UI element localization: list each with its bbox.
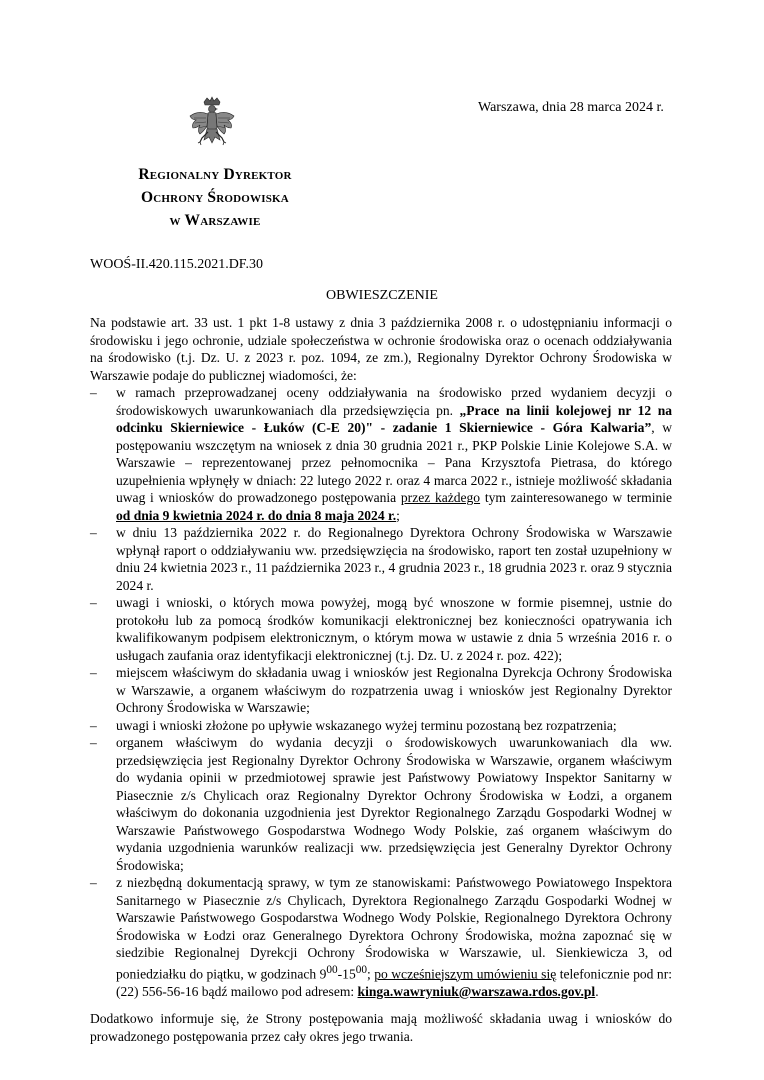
item-text: . bbox=[595, 983, 599, 999]
list-dash: – bbox=[90, 875, 97, 890]
project-name: „Prace na linii kolejowej nr 12 na odcinku Skierniewice - Łuków (C-E 20)" - zadanie 1 Skierniewice - Góra Kalwaria” bbox=[116, 402, 672, 435]
item-text: uwagi i wnioski złożone po upływie wskazanego wyżej terminu pozostaną bez rozpatrzenia; bbox=[116, 717, 617, 733]
list-dash: – bbox=[90, 717, 97, 733]
contact-email-link[interactable]: kinga.wawryniuk@warszawa.rdos.gov.pl bbox=[357, 983, 596, 999]
item-text: uwagi i wnioski, o których mowa powyżej, mogą być wnoszone w formie pisemnej, ustnie do protokołu lub za pomocą środków komunikacji elektronicznej bez konieczności opatrywania ich kwalifikowanym podpisem elektronicznym, o którym mowa w ustawie z dnia 5 września 2016 r. o usługach zaufania oraz identyfikacji elektronicznej (t.j. Dz. U. z 2024 r. poz. 422); bbox=[116, 595, 672, 663]
item-text: tym zainteresowanego w terminie bbox=[480, 490, 673, 505]
list-dash: – bbox=[90, 595, 97, 610]
list-dash: – bbox=[90, 385, 97, 400]
comment-period: od dnia 9 kwietnia 2024 r. do dnia 8 maja 2024 r. bbox=[116, 507, 397, 523]
authority-line-3: w Warszawie bbox=[169, 212, 261, 229]
authority-line-1: Regionalny Dyrektor bbox=[138, 166, 292, 183]
item-text: telefonicznie pod nr: (22) 556-56-16 bądź mailowo pod adresem: bbox=[116, 966, 672, 999]
list-item bbox=[90, 384, 672, 524]
case-reference-number: WOOŚ-II.420.115.2021.DF.30 bbox=[90, 257, 263, 272]
list-item bbox=[90, 594, 672, 664]
item-text: miejscem właściwym do składania uwag i wniosków jest Regionalna Dyrekcja Ochrony Środowiska w Warszawie, a organem właściwym do rozpatrzenia uwag i wniosków jest Regionalny Dyrektor Ochrony Środowiska w Warszawie; bbox=[116, 665, 672, 715]
authority-line-2: Ochrony Środowiska bbox=[141, 189, 289, 206]
everyone-emphasis: przez każdego bbox=[400, 490, 481, 505]
item-text: z niezbędną dokumentacją sprawy, w tym ze stanowiskami: Państwowego Powiatowego Inspektora Sanitarnego w Piasecznie z/s Chylicach, Dyrektora Regionalnego Zarządu Gospodarki Wodnej w Warszawie Państwowego Gospodarstwa Wodnego Wody Polskie, Regionalnego Dyrektora Ochrony Środowiska w Łodzi oraz Generalnego Dyrektora Ochrony Środowiska, można zapoznać się w siedzibie Regionalnej Dyrekcji Ochrony Środowiska w Warszawie, ul. Sienkiewicza 3, od poniedziałku do piątku, w godzinach 9 bbox=[116, 875, 672, 982]
item-text: organem właściwym do wydania decyzji o środowiskowych uwarunkowaniach dla ww. przedsięwzięcia jest Regionalny Dyrektor Ochrony Środowiska w Warszawie, organem właściwym do wydania opinii w przedmiotowej sprawie jest Państwowy Powiatowy Inspektor Sanitarny w Piasecznie z/s Chylicach oraz Regionalny Dyrektor Ochrony Środowiska w Łodzi, a organem właściwym do dokonania uzgodnienia jest Dyrektor Regionalnego Zarządu Gospodarki Wodnej w Warszawie Państwowego Gospodarstwa Wodnego Wody Polskie, zaś organem właściwym do wydania uzgodnienia warunków realizacji ww. przedsięwzięcia jest Generalny Dyrektor Ochrony Środowiska; bbox=[116, 735, 672, 873]
intro-paragraph: Na podstawie art. 33 ust. 1 pkt 1-8 ustawy z dnia 3 października 2008 r. o udostępnianiu informacji o środowisku i jego ochronie, udziale społeczeństwa w ochronie środowiska oraz o ocenach oddziaływania na środowisko (t.j. Dz. U. z 2023 r. poz. 1094, ze zm.), Regionalny Dyrektor Ochrony Środowiska w Warszawie podaje do publicznej wiadomości, że: bbox=[90, 315, 672, 383]
list-dash: – bbox=[90, 735, 97, 750]
polish-eagle-emblem-icon bbox=[186, 96, 238, 152]
list-dash: – bbox=[90, 665, 97, 680]
item-text: ; bbox=[396, 507, 400, 523]
item-text: ; bbox=[367, 966, 375, 982]
announcement-list bbox=[90, 384, 672, 1000]
closing-paragraph: Dodatkowo informuje się, że Strony postępowania mają możliwość składania uwag i wniosków do prowadzonego postępowania przez cały okres jego trwania. bbox=[90, 1011, 672, 1044]
list-item bbox=[90, 664, 672, 717]
item-text: , w postępowaniu wszczętym na wniosek z dnia 30 grudnia 2021 r., PKP Polskie Linie Kolejowe S.A. w Warszawie – reprezentowanej przez pełnomocnika – Pana Krzysztofa Pietrasa, do którego uzupełnienia wpłynęły w dniach: 22 lutego 2022 r. oraz 4 marca 2022 r., istnieje możliwość składania uwag i wniosków do prowadzonego postępowania bbox=[116, 420, 673, 505]
document-date: Warszawa, dnia 28 marca 2024 r. bbox=[478, 100, 664, 115]
appointment-emphasis: po wcześniejszym umówieniu się bbox=[374, 966, 557, 982]
list-item bbox=[90, 734, 672, 874]
list-item bbox=[90, 717, 672, 735]
list-item bbox=[90, 874, 672, 1000]
item-text: w dniu 13 października 2022 r. do Regionalnego Dyrektora Ochrony Środowiska w Warszawie wpłynął raport o oddziaływaniu ww. przedsięwzięcia na środowisko, raport ten został uzupełniony w dniu 24 kwietnia 2023 r., 11 października 2023 r., 4 grudnia 2023 r., 18 grudnia 2023 r. oraz 9 stycznia 2024 r. bbox=[116, 525, 672, 593]
hours-superscript: 00 bbox=[326, 963, 338, 976]
list-dash: – bbox=[90, 525, 97, 540]
document-title: OBWIESZCZENIE bbox=[326, 288, 438, 303]
hours-superscript: 00 bbox=[355, 963, 367, 976]
list-item bbox=[90, 524, 672, 594]
issuing-authority bbox=[100, 163, 330, 232]
item-text: w ramach przeprowadzanej oceny oddziaływania na środowisko przed wydaniem decyzji o środowiskowych uwarunkowaniach dla przedsięwzięcia pn. bbox=[116, 385, 672, 418]
document-body bbox=[90, 314, 672, 1045]
item-text: -15 bbox=[337, 966, 356, 982]
